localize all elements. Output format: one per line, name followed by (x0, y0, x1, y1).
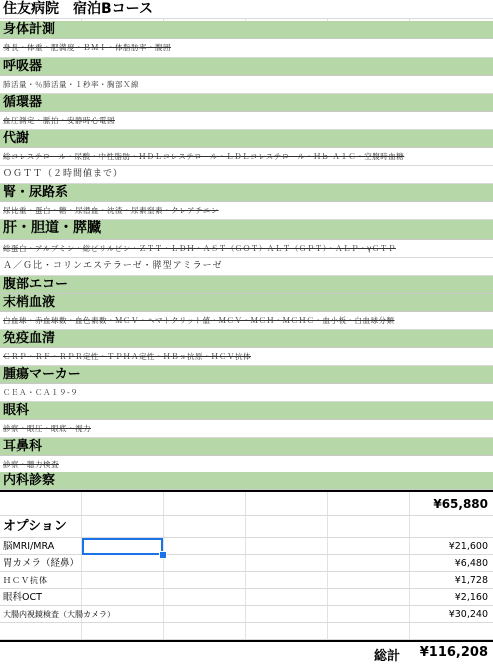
section-item[interactable]: 総蛋白・アルブミン・総ビリルビン・ＺＴＴ・ＬＤＨ・ＡＳＴ（ＧＯＴ）ＡＬＴ（ＧＰＴ）・ＡＬＰ・γＧＴＰ (0, 240, 493, 258)
option-row[interactable] (0, 606, 493, 623)
section-item[interactable]: 診察・眼圧・眼底・視力 (0, 420, 493, 438)
section-item[interactable]: 肺活量・％肺活量・１秒率・胸部Ｘ線 (0, 76, 493, 94)
empty-row[interactable] (0, 623, 493, 640)
section-header[interactable]: 腹部エコー (0, 276, 493, 294)
option-name: 脳MRI/MRA (3, 541, 55, 552)
section-item[interactable]: 尿比重・蛋白・糖・尿潜血・沈渣・尿素窒素・クレアチニン (0, 202, 493, 220)
cell-selection[interactable] (82, 538, 163, 555)
option-price: ¥2,160 (454, 592, 488, 603)
option-price: ¥30,240 (448, 609, 488, 620)
option-price: ¥6,480 (454, 558, 488, 569)
sheet-title[interactable]: 住友病院 宿泊Bコース (0, 0, 493, 19)
section-item[interactable]: ＯＧＴＴ（２時間値まで） (0, 166, 493, 184)
subtotal-value: ¥65,880 (433, 497, 488, 511)
option-row[interactable] (0, 555, 493, 572)
section-header[interactable]: 内科診察 (0, 472, 493, 490)
total-value: ¥116,208 (419, 645, 488, 660)
option-row[interactable] (0, 572, 493, 589)
fill-handle[interactable] (159, 551, 167, 559)
section-header[interactable]: 腫瘍マーカー (0, 366, 493, 384)
section-header[interactable]: 代謝 (0, 130, 493, 148)
option-price: ¥1,728 (454, 575, 488, 586)
total-label: 総計 (373, 649, 400, 664)
section-header[interactable]: 腎・尿路系 (0, 184, 493, 202)
section-header[interactable]: 免疫血清 (0, 330, 493, 348)
section-header[interactable]: 呼吸器 (0, 58, 493, 76)
option-name: 眼科OCT (3, 592, 42, 603)
section-header[interactable]: 肝・胆道・膵臓 (0, 220, 493, 240)
option-row[interactable] (0, 589, 493, 606)
section-header[interactable]: 耳鼻科 (0, 438, 493, 456)
section-item[interactable]: ＣＥＡ・ＣＡ１９-９ (0, 384, 493, 402)
options-header-row[interactable] (0, 516, 493, 538)
section-header[interactable]: 循環器 (0, 94, 493, 112)
section-item[interactable]: 診察・聴力検査 (0, 456, 493, 474)
section-header[interactable]: 眼科 (0, 402, 493, 420)
option-name: ＨＣＶ抗体 (3, 576, 48, 585)
total-row[interactable] (0, 640, 493, 663)
option-row[interactable] (0, 538, 493, 555)
section-item[interactable]: Ａ／Ｇ比・コリンエステラーゼ・膵型アミラーゼ (0, 258, 493, 276)
section-item[interactable]: 白血球・赤血球数・血色素数・ＭＣＶ・ヘマトクリット値・ＭＣＶ・ＭＣＨ・ＭＣＨＣ・血小板・白血球分類 (0, 312, 493, 330)
section-header[interactable]: 身体計測 (0, 21, 493, 39)
option-name: 胃カメラ（経鼻） (3, 558, 80, 569)
option-price: ¥21,600 (448, 541, 488, 552)
section-header[interactable]: 末梢血液 (0, 294, 493, 312)
options-label: オプション (3, 519, 67, 534)
option-name: 大腸内視鏡検査（大腸カメラ） (3, 610, 115, 619)
section-item[interactable]: 身長・体重・肥満度・ＢＭＩ・体脂肪率・腹囲 (0, 39, 493, 58)
section-item[interactable]: 血圧測定・脈拍・安静時心電図 (0, 112, 493, 130)
section-item[interactable]: ＣＲＰ・ＲＦ・ＲＰＲ定性・ＴＰＨＡ定性・ＨＢｓ抗原・ＨＣＶ抗体 (0, 348, 493, 366)
section-item[interactable]: 総コレステロール・尿酸・中性脂肪・ＨＤＬコレステロール・ＬＤＬコレステロール・Ｈｂ Ａ１Ｃ・空腹時血糖 (0, 148, 493, 166)
subtotal-row[interactable] (0, 492, 493, 516)
